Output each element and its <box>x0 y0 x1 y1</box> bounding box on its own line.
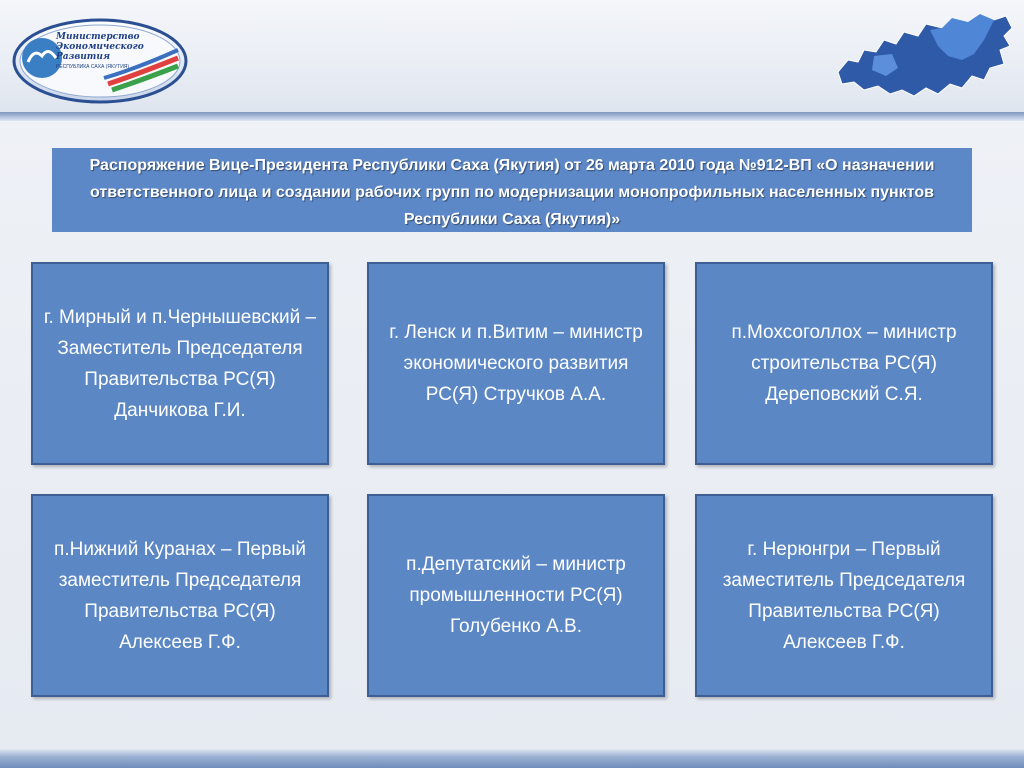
card-neryungri <box>695 494 993 697</box>
russia-map-icon <box>834 10 1016 102</box>
card-deputatsky <box>367 494 665 697</box>
card-mirny <box>31 262 329 465</box>
card-neryungri-text: г. Нерюнгри – Первый заместитель Председателя Правительства РС(Я) Алексеев Г.Ф. <box>722 538 966 653</box>
card-nizhny-kuranakh-text: п.Нижний Куранах – Первый заместитель Председателя Правительства РС(Я) Алексеев Г.Ф. <box>54 538 306 653</box>
logo-subtitle: РЕСПУБЛИКА САХА (ЯКУТИЯ) <box>56 64 130 70</box>
logo-title <box>56 32 152 62</box>
footer-band <box>0 749 1024 768</box>
ministry-logo <box>12 18 188 104</box>
card-lensk <box>367 262 665 465</box>
card-deputatsky-text: п.Депутатский – министр промышленности РС(Я) Голубенко А.В. <box>406 554 626 637</box>
card-nizhny-kuranakh <box>31 494 329 697</box>
card-mirny-text: г. Мирный и п.Чернышевский – Заместитель Председателя Правительства РС(Я) Данчикова Г.И. <box>43 306 317 421</box>
card-mokhsogollokh <box>695 262 993 465</box>
logo-line-2: Экономического <box>56 42 144 52</box>
logo-line-1: Министерство <box>56 32 140 42</box>
header-divider <box>0 112 1024 121</box>
card-mokhsogollokh-text: п.Мохсоголлох – министр строительства РС(Я) Дереповский С.Я. <box>731 322 957 405</box>
card-lensk-text: г. Ленск и п.Витим – министр экономического развития РС(Я) Стручков А.А. <box>389 322 643 405</box>
logo-line-3: Развития <box>56 52 111 62</box>
page-title: Распоряжение Вице-Президента Республики Саха (Якутия) от 26 марта 2010 года №912-ВП «О назначении ответственного лица и создании рабочих групп по модернизации монопрофильных населенных пунктов Республики Саха (Якутия)» <box>52 148 972 232</box>
